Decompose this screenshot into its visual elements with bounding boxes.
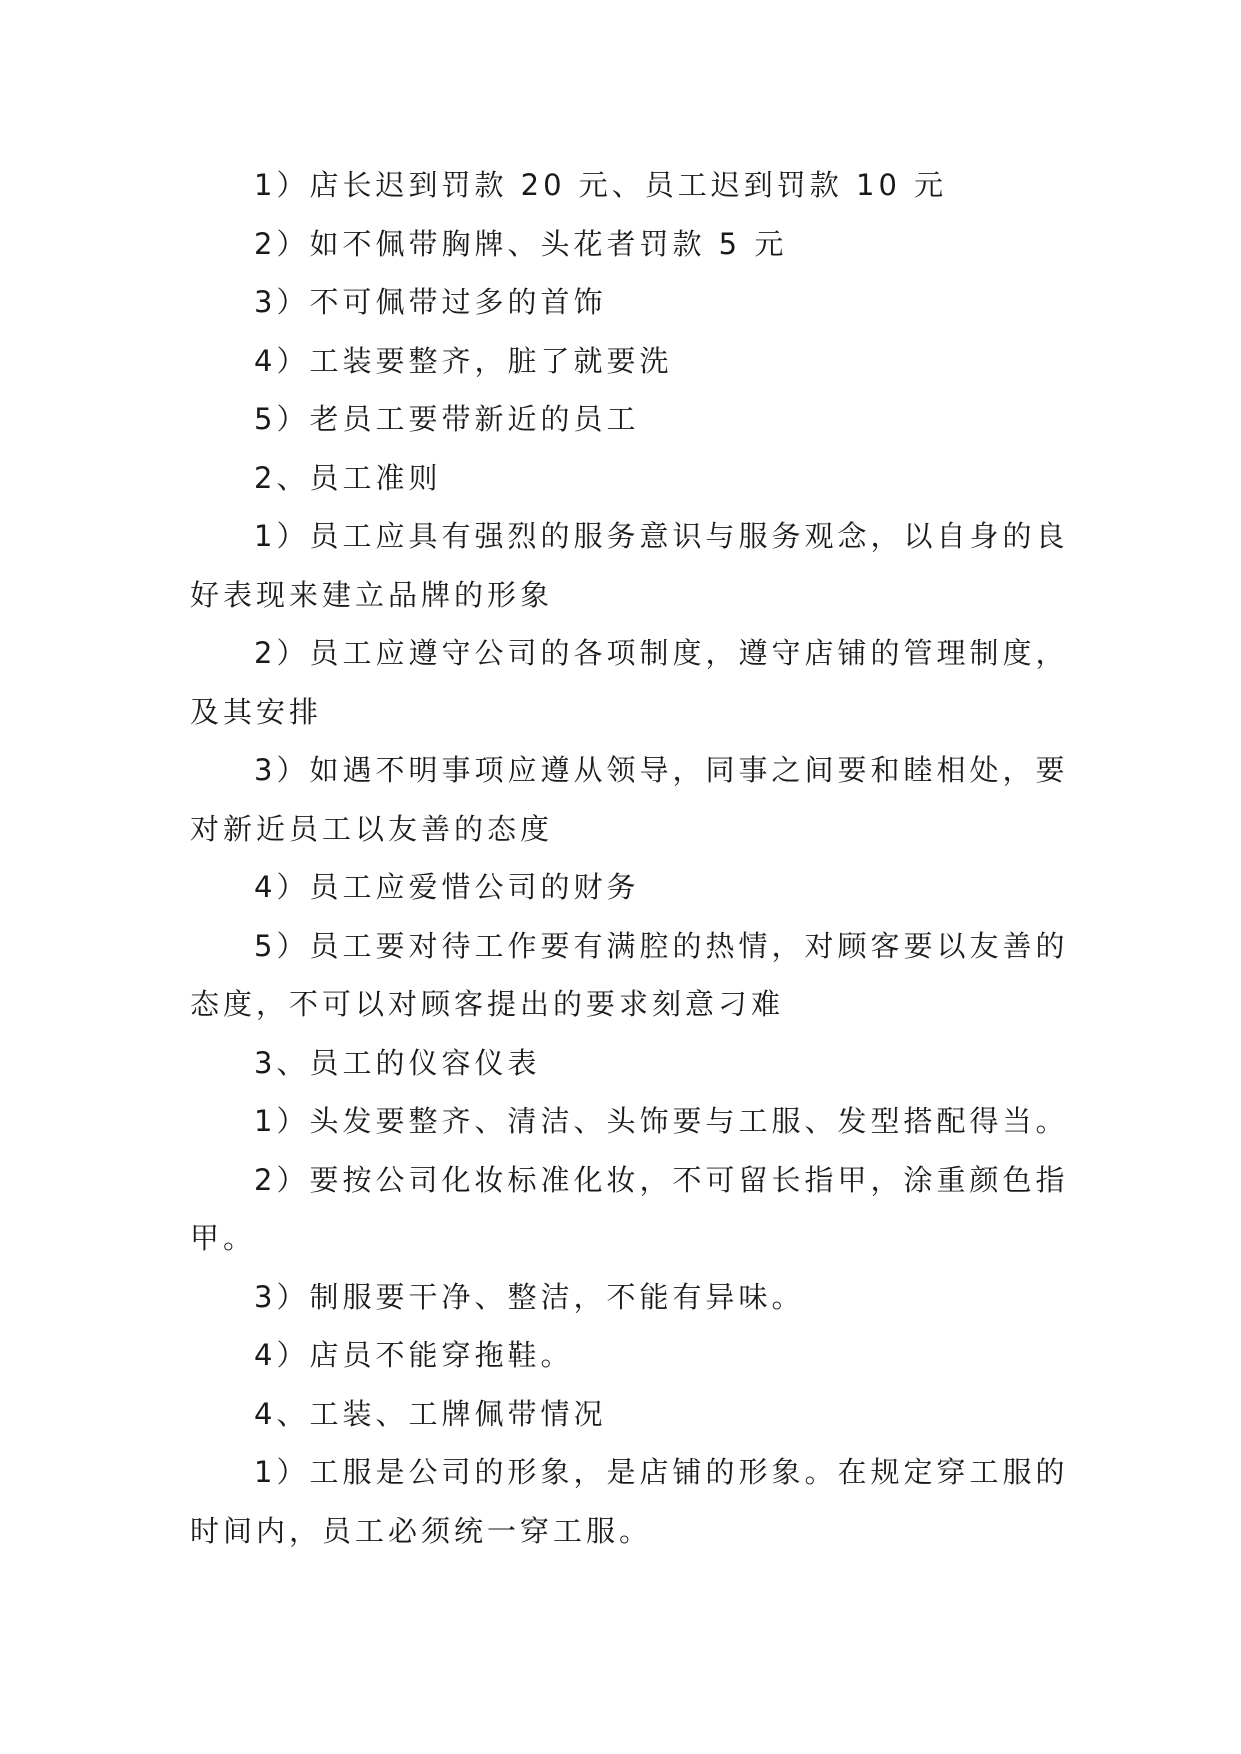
paragraph: 5）员工要对待工作要有满腔的热情，对顾客要以友善的态度，不可以对顾客提出的要求刻意刁难 [190,928,1069,1021]
document-body [190,156,1070,1560]
paragraph: 1）工服是公司的形象，是店铺的形象。在规定穿工服的时间内，员工必须统一穿工服。 [190,1455,1069,1548]
paragraph: 4）工装要整齐，脏了就要洗 [254,343,673,378]
paragraph: 1）头发要整齐、清洁、头饰要与工服、发型搭配得当。 [254,1104,1069,1138]
paragraph: 2）要按公司化妆标准化妆，不可留长指甲，涂重颜色指甲。 [190,1162,1069,1255]
section-heading: 3、员工的仪容仪表 [254,1045,541,1080]
paragraph: 2）员工应遵守公司的各项制度，遵守店铺的管理制度，及其安排 [190,636,1069,729]
section-heading: 4、工装、工牌佩带情况 [254,1396,607,1431]
paragraph: 4）店员不能穿拖鞋。 [254,1338,574,1372]
section-heading: 2、员工准则 [254,460,442,495]
paragraph: 3）如遇不明事项应遵从领导，同事之间要和睦相处，要对新近员工以友善的态度 [190,753,1069,846]
paragraph: 5）老员工要带新近的员工 [254,402,640,436]
paragraph: 1）店长迟到罚款 20 元、员工迟到罚款 10 元 [254,168,948,202]
paragraph: 1）员工应具有强烈的服务意识与服务观念，以自身的良好表现来建立品牌的形象 [190,519,1069,612]
paragraph: 3）制服要干净、整洁，不能有异味。 [254,1279,805,1314]
paragraph: 3）不可佩带过多的首饰 [254,285,607,319]
paragraph: 4）员工应爱惜公司的财务 [254,870,640,904]
paragraph: 2）如不佩带胸牌、头花者罚款 5 元 [254,226,788,261]
